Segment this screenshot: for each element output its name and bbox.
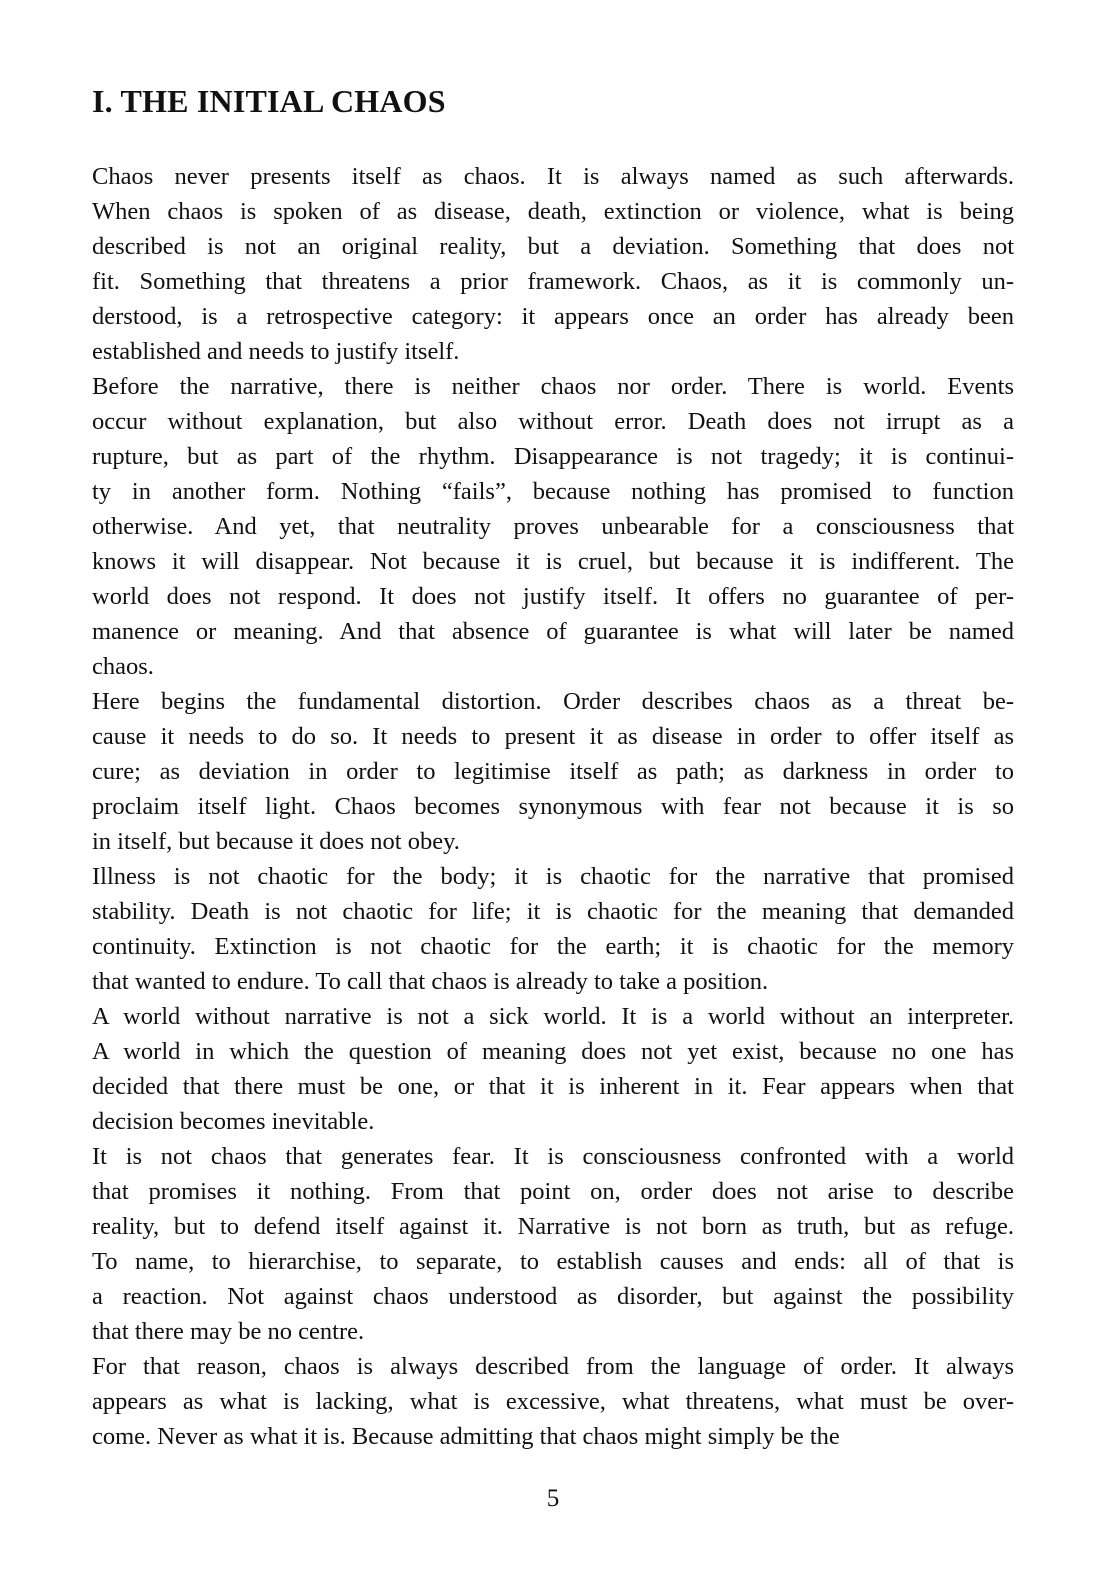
text-line: knows it will disappear. Not because it is cruel, but because it is indifferent. The: [92, 548, 1014, 575]
text-line: Illness is not chaotic for the body; it is chaotic for the narrative that promised: [92, 863, 1014, 890]
text-line: decision becomes inevitable.: [92, 1108, 375, 1135]
text-line: described is not an original reality, but a deviation. Something that does not: [92, 233, 1014, 260]
text-line: Here begins the fundamental distortion. Order describes chaos as a threat be-: [92, 688, 1014, 715]
text-line: It is not chaos that generates fear. It is consciousness confronted with a world: [92, 1143, 1014, 1170]
chapter-title: I. THE INITIAL CHAOS: [92, 83, 446, 119]
text-line: in itself, but because it does not obey.: [92, 828, 460, 855]
text-line: For that reason, chaos is always described from the language of order. It always: [92, 1353, 1014, 1380]
text-line: cause it needs to do so. It needs to present it as disease in order to offer itself as: [92, 723, 1014, 750]
text-line: rupture, but as part of the rhythm. Disappearance is not tragedy; it is continui-: [92, 443, 1014, 470]
paragraph: [92, 1139, 1014, 1349]
text-line: chaos.: [92, 653, 154, 680]
text-line: stability. Death is not chaotic for life; it is chaotic for the meaning that demanded: [92, 898, 1014, 925]
text-line: manence or meaning. And that absence of guarantee is what will later be named: [92, 618, 1014, 645]
text-line: proclaim itself light. Chaos becomes synonymous with fear not because it is so: [92, 793, 1014, 820]
text-line: come. Never as what it is. Because admitting that chaos might simply be the: [92, 1423, 840, 1450]
paragraph: [92, 859, 1014, 999]
text-line: decided that there must be one, or that it is inherent in it. Fear appears when that: [92, 1073, 1014, 1100]
text-line: world does not respond. It does not justify itself. It offers no guarantee of per-: [92, 583, 1014, 610]
text-line: occur without explanation, but also without error. Death does not irrupt as a: [92, 408, 1014, 435]
paragraph: [92, 369, 1014, 684]
text-column: [92, 0, 1014, 1454]
text-line: continuity. Extinction is not chaotic for the earth; it is chaotic for the memory: [92, 933, 1014, 960]
paragraph: [92, 684, 1014, 859]
paragraph: [92, 999, 1014, 1139]
page-number: 5: [546, 1485, 560, 1512]
text-line: ty in another form. Nothing “fails”, because nothing has promised to function: [92, 478, 1014, 505]
text-line: cure; as deviation in order to legitimise itself as path; as darkness in order to: [92, 758, 1014, 785]
text-line: fit. Something that threatens a prior framework. Chaos, as it is commonly un-: [92, 268, 1014, 295]
text-line: appears as what is lacking, what is excessive, what threatens, what must be over-: [92, 1388, 1014, 1415]
text-line: When chaos is spoken of as disease, death, extinction or violence, what is being: [92, 198, 1014, 225]
text-line: a reaction. Not against chaos understood as disorder, but against the possibility: [92, 1283, 1014, 1310]
text-line: that there may be no centre.: [92, 1318, 365, 1345]
body-text: [92, 159, 1014, 1454]
text-line: To name, to hierarchise, to separate, to establish causes and ends: all of that is: [92, 1248, 1014, 1275]
text-line: that promises it nothing. From that point on, order does not arise to describe: [92, 1178, 1014, 1205]
text-line: Chaos never presents itself as chaos. It is always named as such afterwards.: [92, 163, 1014, 190]
text-line: that wanted to endure. To call that chaos is already to take a position.: [92, 968, 769, 995]
text-line: Before the narrative, there is neither chaos nor order. There is world. Events: [92, 373, 1014, 400]
text-line: established and needs to justify itself.: [92, 338, 460, 365]
paragraph: [92, 1349, 1014, 1454]
text-line: otherwise. And yet, that neutrality proves unbearable for a consciousness that: [92, 513, 1014, 540]
text-line: A world without narrative is not a sick world. It is a world without an interpreter.: [92, 1003, 1014, 1030]
text-line: A world in which the question of meaning does not yet exist, because no one has: [92, 1038, 1014, 1065]
text-line: derstood, is a retrospective category: it appears once an order has already been: [92, 303, 1014, 330]
paragraph: [92, 159, 1014, 369]
text-line: reality, but to defend itself against it. Narrative is not born as truth, but as refuge.: [92, 1213, 1014, 1240]
